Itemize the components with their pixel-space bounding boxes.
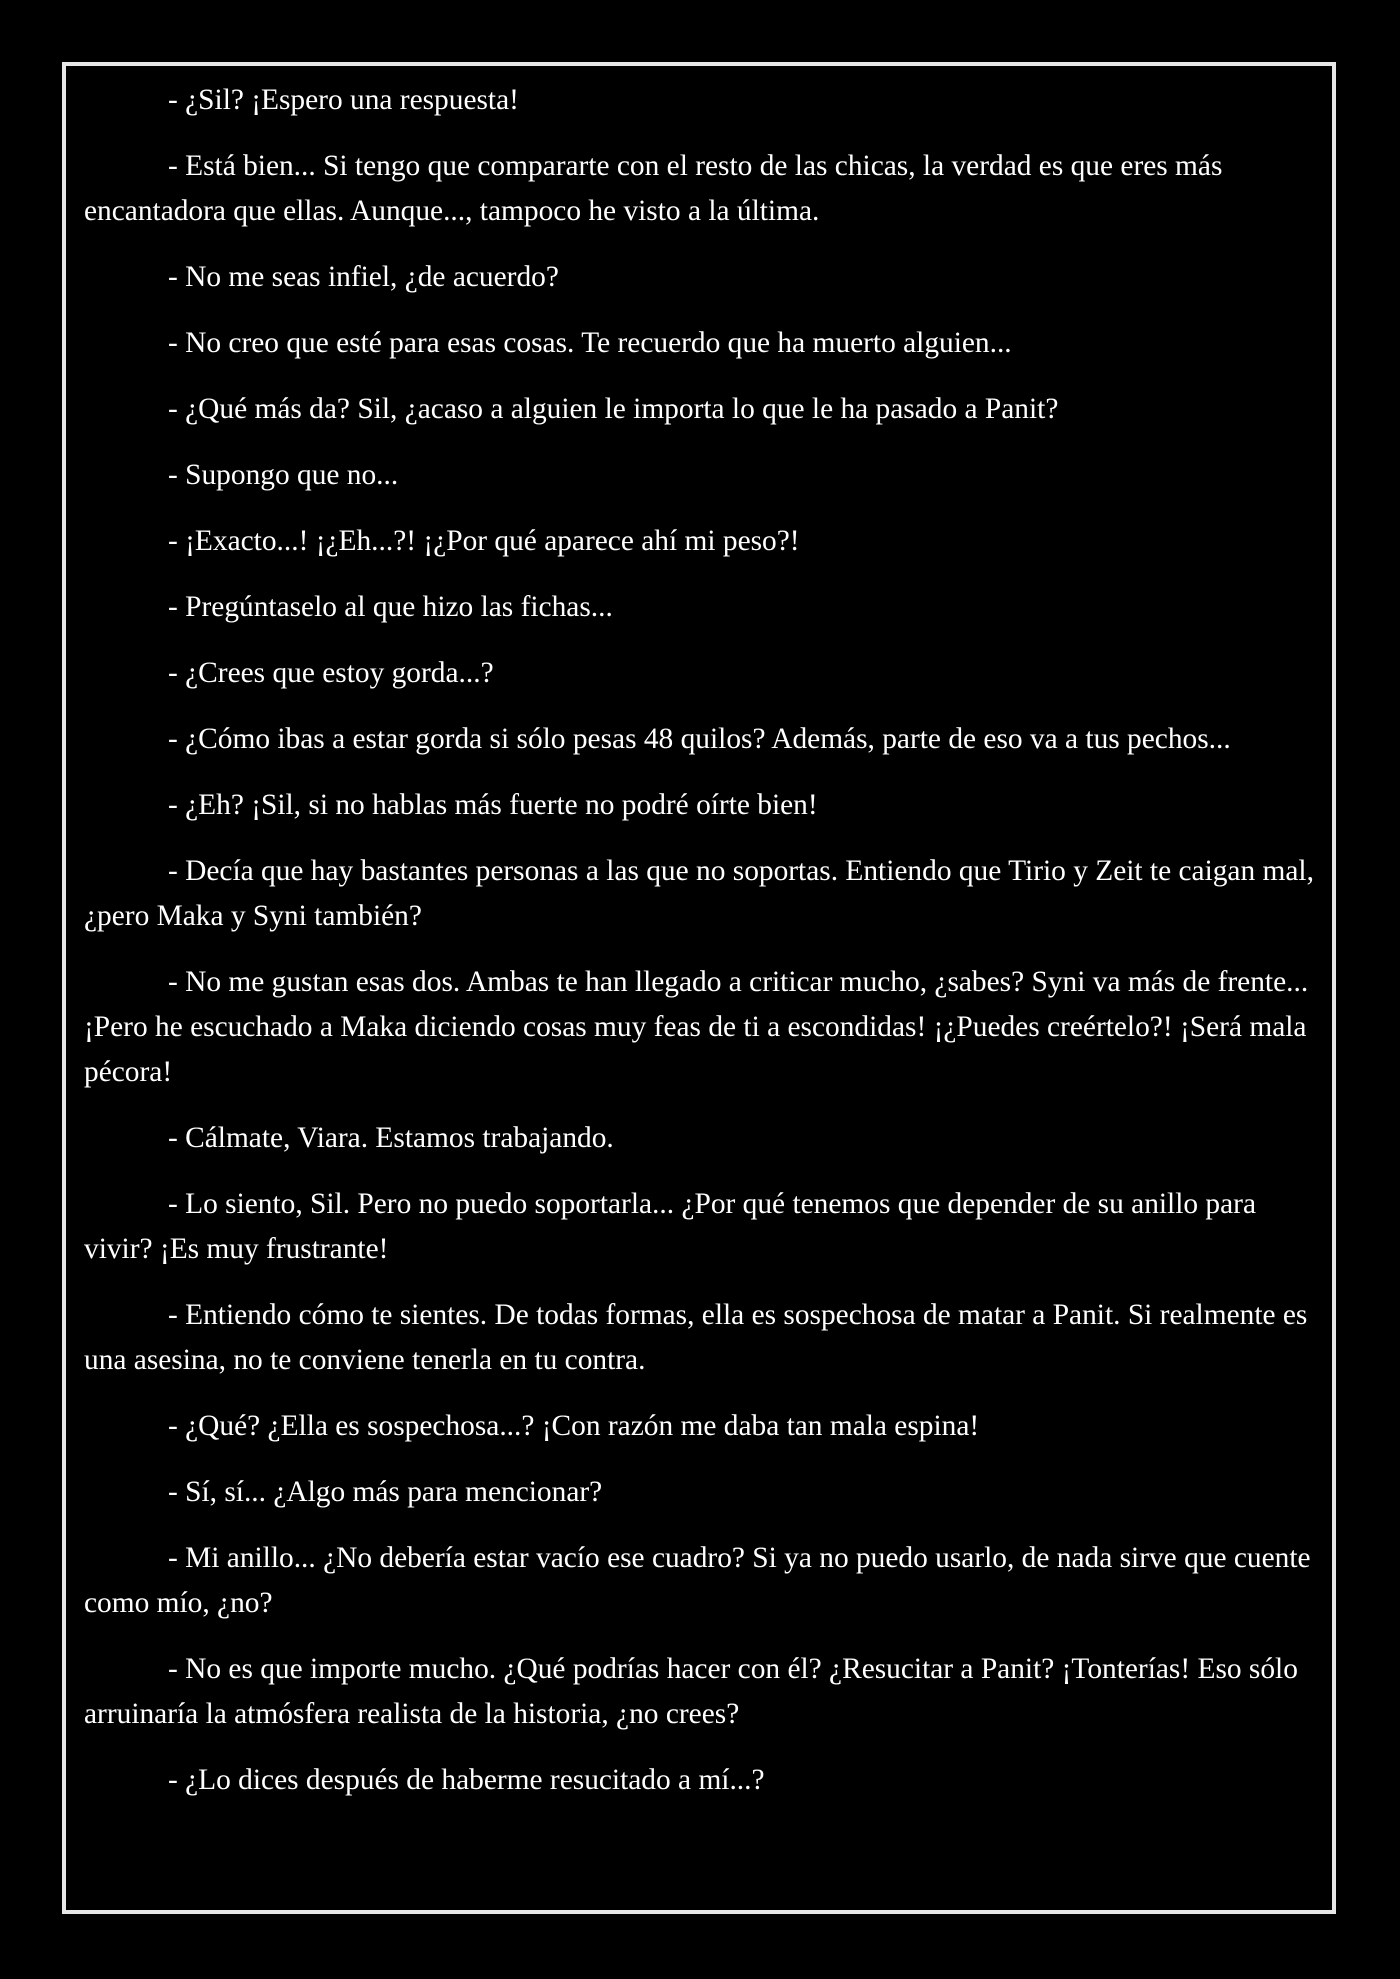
dialogue-line: - ¿Cómo ibas a estar gorda si sólo pesas 48 quilos? Además, parte de eso va a tus pechos... [168, 723, 1231, 755]
dialogue-line: - Supongo que no... [168, 459, 399, 491]
dialogue-line: - No me gustan esas dos. Ambas te han llegado a criticar mucho, ¿sabes? Syni va más de frente... ¡Pero he escuchado a Maka diciendo cosas muy feas de ti a escondidas! ¡¿Puedes creértelo?! ¡Será mala pécora! [84, 966, 1309, 1088]
dialogue-line: - ¿Eh? ¡Sil, si no hablas más fuerte no podré oírte bien! [168, 789, 818, 821]
dialogue-line: - Mi anillo... ¿No debería estar vacío ese cuadro? Si ya no puedo usarlo, de nada sirve que cuente como mío, ¿no? [84, 1542, 1311, 1619]
dialogue-text [84, 78, 1320, 1824]
dialogue-line: - Entiendo cómo te sientes. De todas formas, ella es sospechosa de matar a Panit. Si realmente es una asesina, no te conviene tenerla en tu contra. [84, 1299, 1308, 1376]
dialogue-line: - ¿Qué más da? Sil, ¿acaso a alguien le importa lo que le ha pasado a Panit? [168, 393, 1059, 425]
dialogue-box[interactable] [62, 62, 1336, 1914]
dialogue-line: - ¿Sil? ¡Espero una respuesta! [168, 84, 519, 116]
dialogue-line: - No creo que esté para esas cosas. Te recuerdo que ha muerto alguien... [168, 327, 1012, 359]
dialogue-line: - Sí, sí... ¿Algo más para mencionar? [168, 1476, 603, 1508]
dialogue-line: - No me seas infiel, ¿de acuerdo? [168, 261, 559, 293]
dialogue-line: - Lo siento, Sil. Pero no puedo soportarla... ¿Por qué tenemos que depender de su anillo para vivir? ¡Es muy frustrante! [84, 1188, 1256, 1265]
dialogue-line: - Pregúntaselo al que hizo las fichas... [168, 591, 613, 623]
dialogue-line: - Decía que hay bastantes personas a las que no soportas. Entiendo que Tirio y Zeit te caigan mal, ¿pero Maka y Syni también? [84, 855, 1314, 932]
dialogue-line: - No es que importe mucho. ¿Qué podrías hacer con él? ¿Resucitar a Panit? ¡Tonterías! Eso sólo arruinaría la atmósfera realista de la historia, ¿no crees? [84, 1653, 1298, 1730]
dialogue-line: - ¿Lo dices después de haberme resucitado a mí...? [168, 1764, 765, 1796]
dialogue-line: - Está bien... Si tengo que compararte con el resto de las chicas, la verdad es que eres más encantadora que ellas. Aunque..., tampoco he visto a la última. [84, 150, 1223, 227]
dialogue-line: - ¿Crees que estoy gorda...? [168, 657, 494, 689]
dialogue-line: - ¡Exacto...! ¡¿Eh...?! ¡¿Por qué aparece ahí mi peso?! [168, 525, 800, 557]
dialogue-line: - Cálmate, Viara. Estamos trabajando. [168, 1122, 614, 1154]
dialogue-line: - ¿Qué? ¿Ella es sospechosa...? ¡Con razón me daba tan mala espina! [168, 1410, 980, 1442]
